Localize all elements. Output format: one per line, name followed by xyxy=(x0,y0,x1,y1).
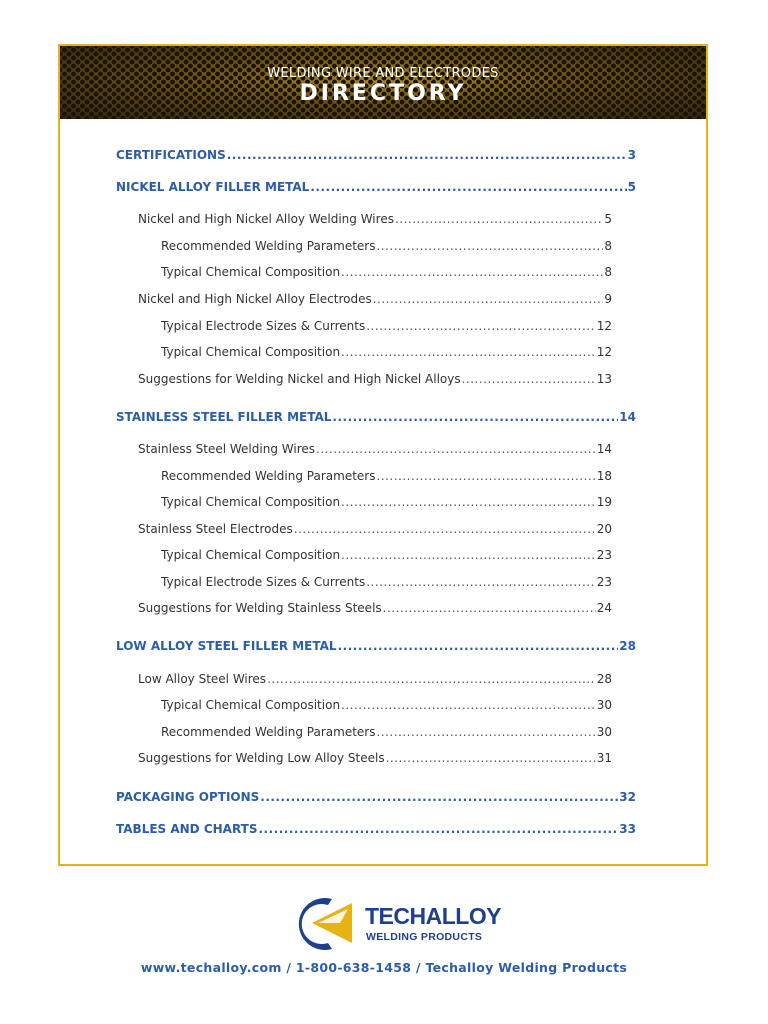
toc-entry-tables-charts[interactable]: TABLES AND CHARTS ..... 33 xyxy=(116,822,636,836)
toc-entry[interactable]: Typical Chemical Composition ..... 19 xyxy=(161,495,612,509)
toc-entry[interactable]: Recommended Welding Parameters ..... 30 xyxy=(161,725,612,739)
toc-entry[interactable]: Nickel and High Nickel Alloy Welding Wires ..... 5 xyxy=(138,212,612,226)
toc-entry[interactable]: Recommended Welding Parameters ..... 18 xyxy=(161,469,612,483)
toc-entry-stainless-steel[interactable]: STAINLESS STEEL FILLER METAL ..... 14 xyxy=(116,410,636,424)
toc-entry[interactable]: Typical Chemical Composition ..... 30 xyxy=(161,698,612,712)
toc-entry-packaging[interactable]: PACKAGING OPTIONS ..... 32 xyxy=(116,790,636,804)
banner-title: DIRECTORY xyxy=(299,81,467,106)
footer-contact[interactable]: www.techalloy.com / 1-800-638-1458 / Techalloy Welding Products xyxy=(140,960,628,975)
toc-entry[interactable]: Recommended Welding Parameters ..... 8 xyxy=(161,239,612,253)
toc-entry-nickel-alloy[interactable]: NICKEL ALLOY FILLER METAL ..... 5 xyxy=(116,180,636,194)
logo-tagline: WELDING PRODUCTS xyxy=(366,931,483,943)
toc-entry[interactable]: Typical Chemical Composition ..... 8 xyxy=(161,265,612,279)
banner-subtitle: WELDING WIRE AND ELECTRODES xyxy=(267,66,499,81)
toc-entry[interactable]: Suggestions for Welding Low Alloy Steels ..... 31 xyxy=(138,751,612,765)
toc-entry-low-alloy[interactable]: LOW ALLOY STEEL FILLER METAL ..... 28 xyxy=(116,639,636,653)
toc-entry[interactable]: Suggestions for Welding Stainless Steels ..... 24 xyxy=(138,601,612,615)
logo-wordmark: TECHALLOY xyxy=(365,903,502,929)
header-banner xyxy=(60,46,706,119)
toc-entry[interactable]: Typical Electrode Sizes & Currents ..... 12 xyxy=(161,319,612,333)
toc-entry[interactable]: Stainless Steel Electrodes ..... 20 xyxy=(138,522,612,536)
directory-frame xyxy=(58,44,708,866)
toc-entry[interactable]: Typical Electrode Sizes & Currents ..... 23 xyxy=(161,575,612,589)
toc-entry[interactable]: Suggestions for Welding Nickel and High Nickel Alloys ..... 13 xyxy=(138,372,612,386)
toc-entry[interactable]: Typical Chemical Composition ..... 23 xyxy=(161,548,612,562)
toc-entry[interactable]: Stainless Steel Welding Wires ..... 14 xyxy=(138,442,612,456)
toc-entry[interactable]: Typical Chemical Composition ..... 12 xyxy=(161,345,612,359)
toc-entry-certifications[interactable]: CERTIFICATIONS ..... 3 xyxy=(116,148,636,162)
toc-entry[interactable]: Low Alloy Steel Wires ..... 28 xyxy=(138,672,612,686)
toc-entry[interactable]: Nickel and High Nickel Alloy Electrodes ..... 9 xyxy=(138,292,612,306)
